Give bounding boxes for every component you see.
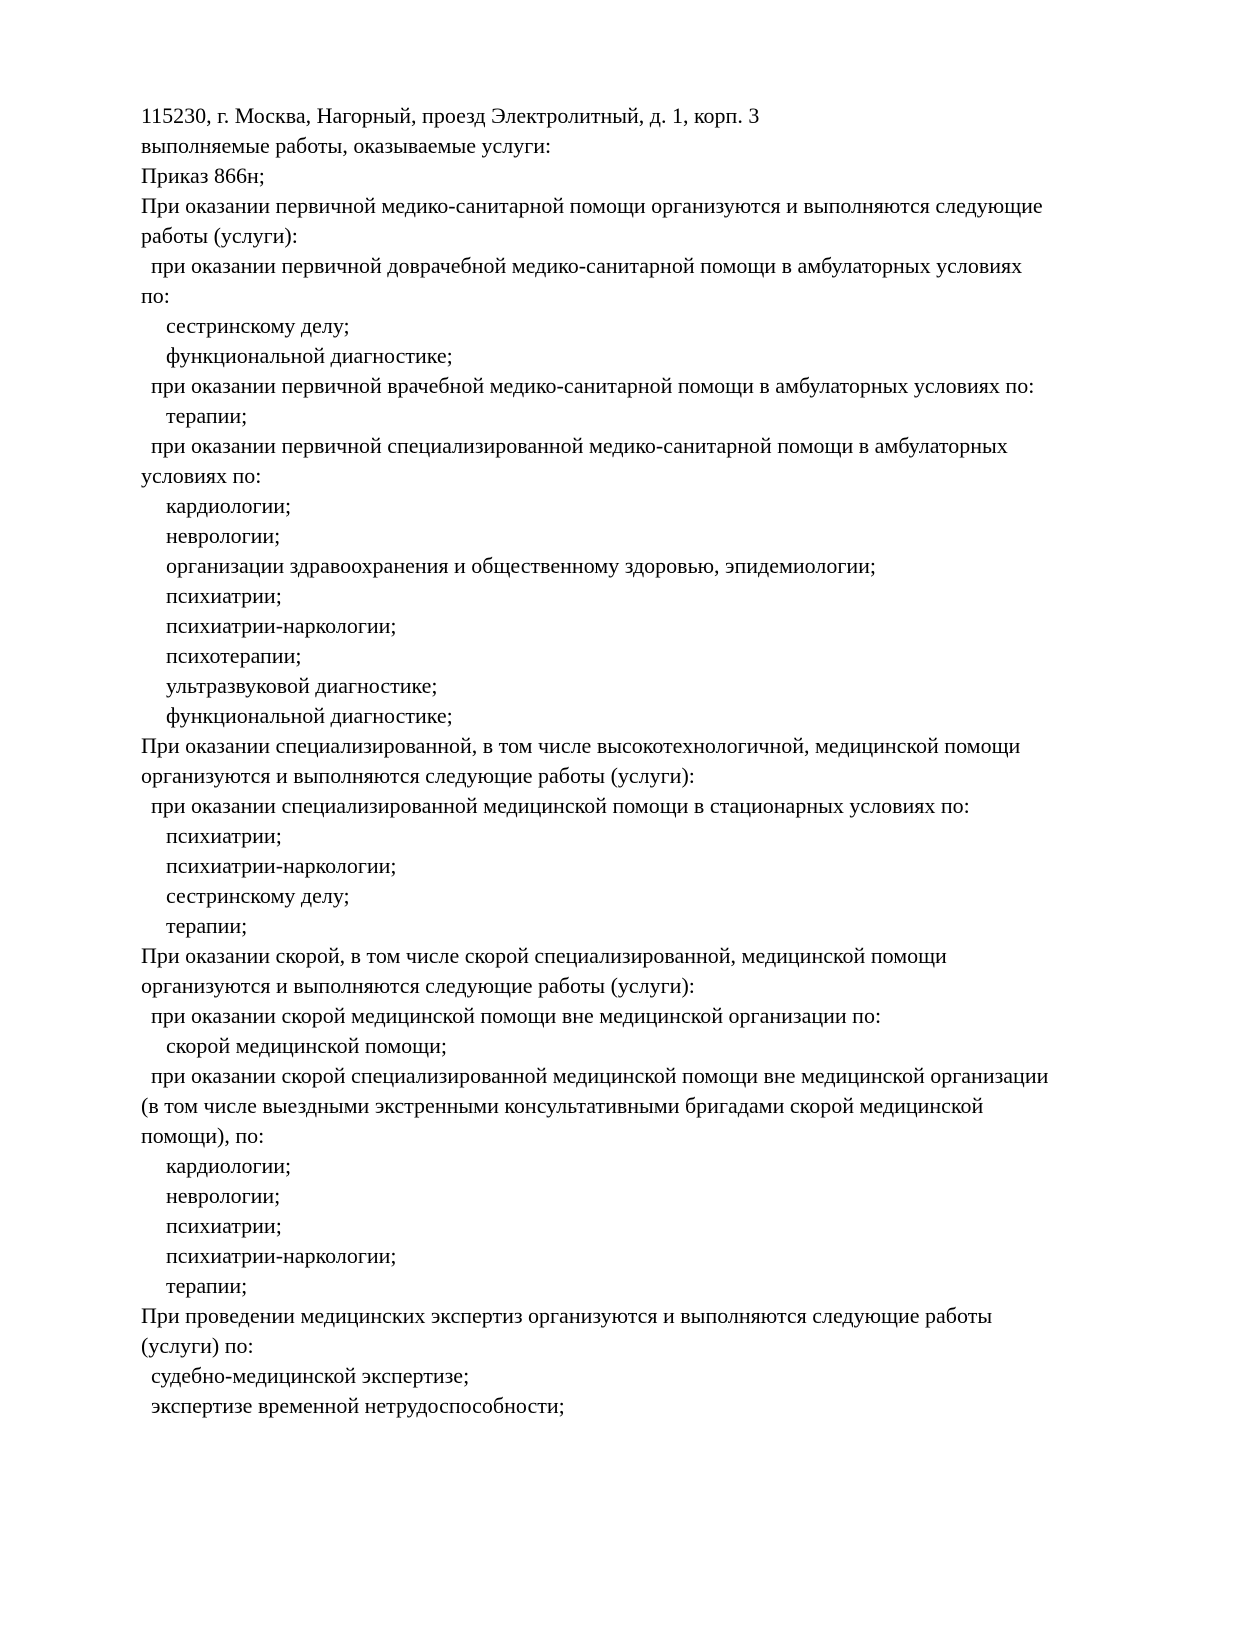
document-line: При оказании первичной медико-санитарной помощи организуются и выполняются следующие — [141, 193, 1043, 218]
document-line: 115230, г. Москва, Нагорный, проезд Электролитный, д. 1, корп. 3 — [141, 103, 760, 128]
document-line: психиатрии-наркологии; — [166, 613, 397, 638]
document-line: кардиологии; — [166, 493, 292, 518]
document-line: при оказании первичной врачебной медико-санитарной помощи в амбулаторных условиях по: — [151, 373, 1035, 398]
document-line: Приказ 866н; — [141, 163, 265, 188]
document-line: При оказании специализированной, в том числе высокотехнологичной, медицинской помощи — [141, 733, 1021, 758]
document-line: выполняемые работы, оказываемые услуги: — [141, 133, 552, 158]
document-line: при оказании первичной специализированной медико-санитарной помощи в амбулаторных — [151, 433, 1008, 458]
document-line: психотерапии; — [166, 643, 302, 668]
document-line: функциональной диагностике; — [166, 703, 453, 728]
document-line: психиатрии; — [166, 823, 282, 848]
document-line: организуются и выполняются следующие работы (услуги): — [141, 973, 695, 998]
document-line: терапии; — [166, 403, 248, 428]
document-line: организуются и выполняются следующие работы (услуги): — [141, 763, 695, 788]
document-line: при оказании специализированной медицинской помощи в стационарных условиях по: — [151, 793, 970, 818]
document-line: помощи), по: — [141, 1123, 265, 1148]
document-line: при оказании первичной доврачебной медико-санитарной помощи в амбулаторных условиях — [151, 253, 1023, 278]
document-line: функциональной диагностике; — [166, 343, 453, 368]
document-line: психиатрии; — [166, 583, 282, 608]
document-line: При оказании скорой, в том числе скорой специализированной, медицинской помощи — [141, 943, 947, 968]
document-line: скорой медицинской помощи; — [166, 1033, 448, 1058]
document-line: условиях по: — [141, 463, 262, 488]
document-line: по: — [141, 283, 170, 308]
document-line: при оказании скорой медицинской помощи вне медицинской организации по: — [151, 1003, 882, 1028]
document-line: терапии; — [166, 1273, 248, 1298]
document-line: судебно-медицинской экспертизе; — [151, 1363, 470, 1388]
document-line: психиатрии-наркологии; — [166, 853, 397, 878]
document-line: При проведении медицинских экспертиз организуются и выполняются следующие работы — [141, 1303, 993, 1328]
document-line: неврологии; — [166, 1183, 281, 1208]
document-line: организации здравоохранения и общественному здоровью, эпидемиологии; — [166, 553, 877, 578]
document-line: экспертизе временной нетрудоспособности; — [151, 1393, 565, 1418]
document-line: неврологии; — [166, 523, 281, 548]
document-line: кардиологии; — [166, 1153, 292, 1178]
document-line: (в том числе выездными экстренными консультативными бригадами скорой медицинской — [141, 1093, 984, 1118]
document-text-block — [141, 101, 1131, 1421]
document-line: психиатрии; — [166, 1213, 282, 1238]
document-line: сестринскому делу; — [166, 313, 350, 338]
document-line: при оказании скорой специализированной медицинской помощи вне медицинской организации — [151, 1063, 1049, 1088]
document-line: (услуги) по: — [141, 1333, 254, 1358]
document-line: работы (услуги): — [141, 223, 298, 248]
document-line: психиатрии-наркологии; — [166, 1243, 397, 1268]
document-line: терапии; — [166, 913, 248, 938]
document-line: сестринскому делу; — [166, 883, 350, 908]
document-line: ультразвуковой диагностике; — [166, 673, 438, 698]
